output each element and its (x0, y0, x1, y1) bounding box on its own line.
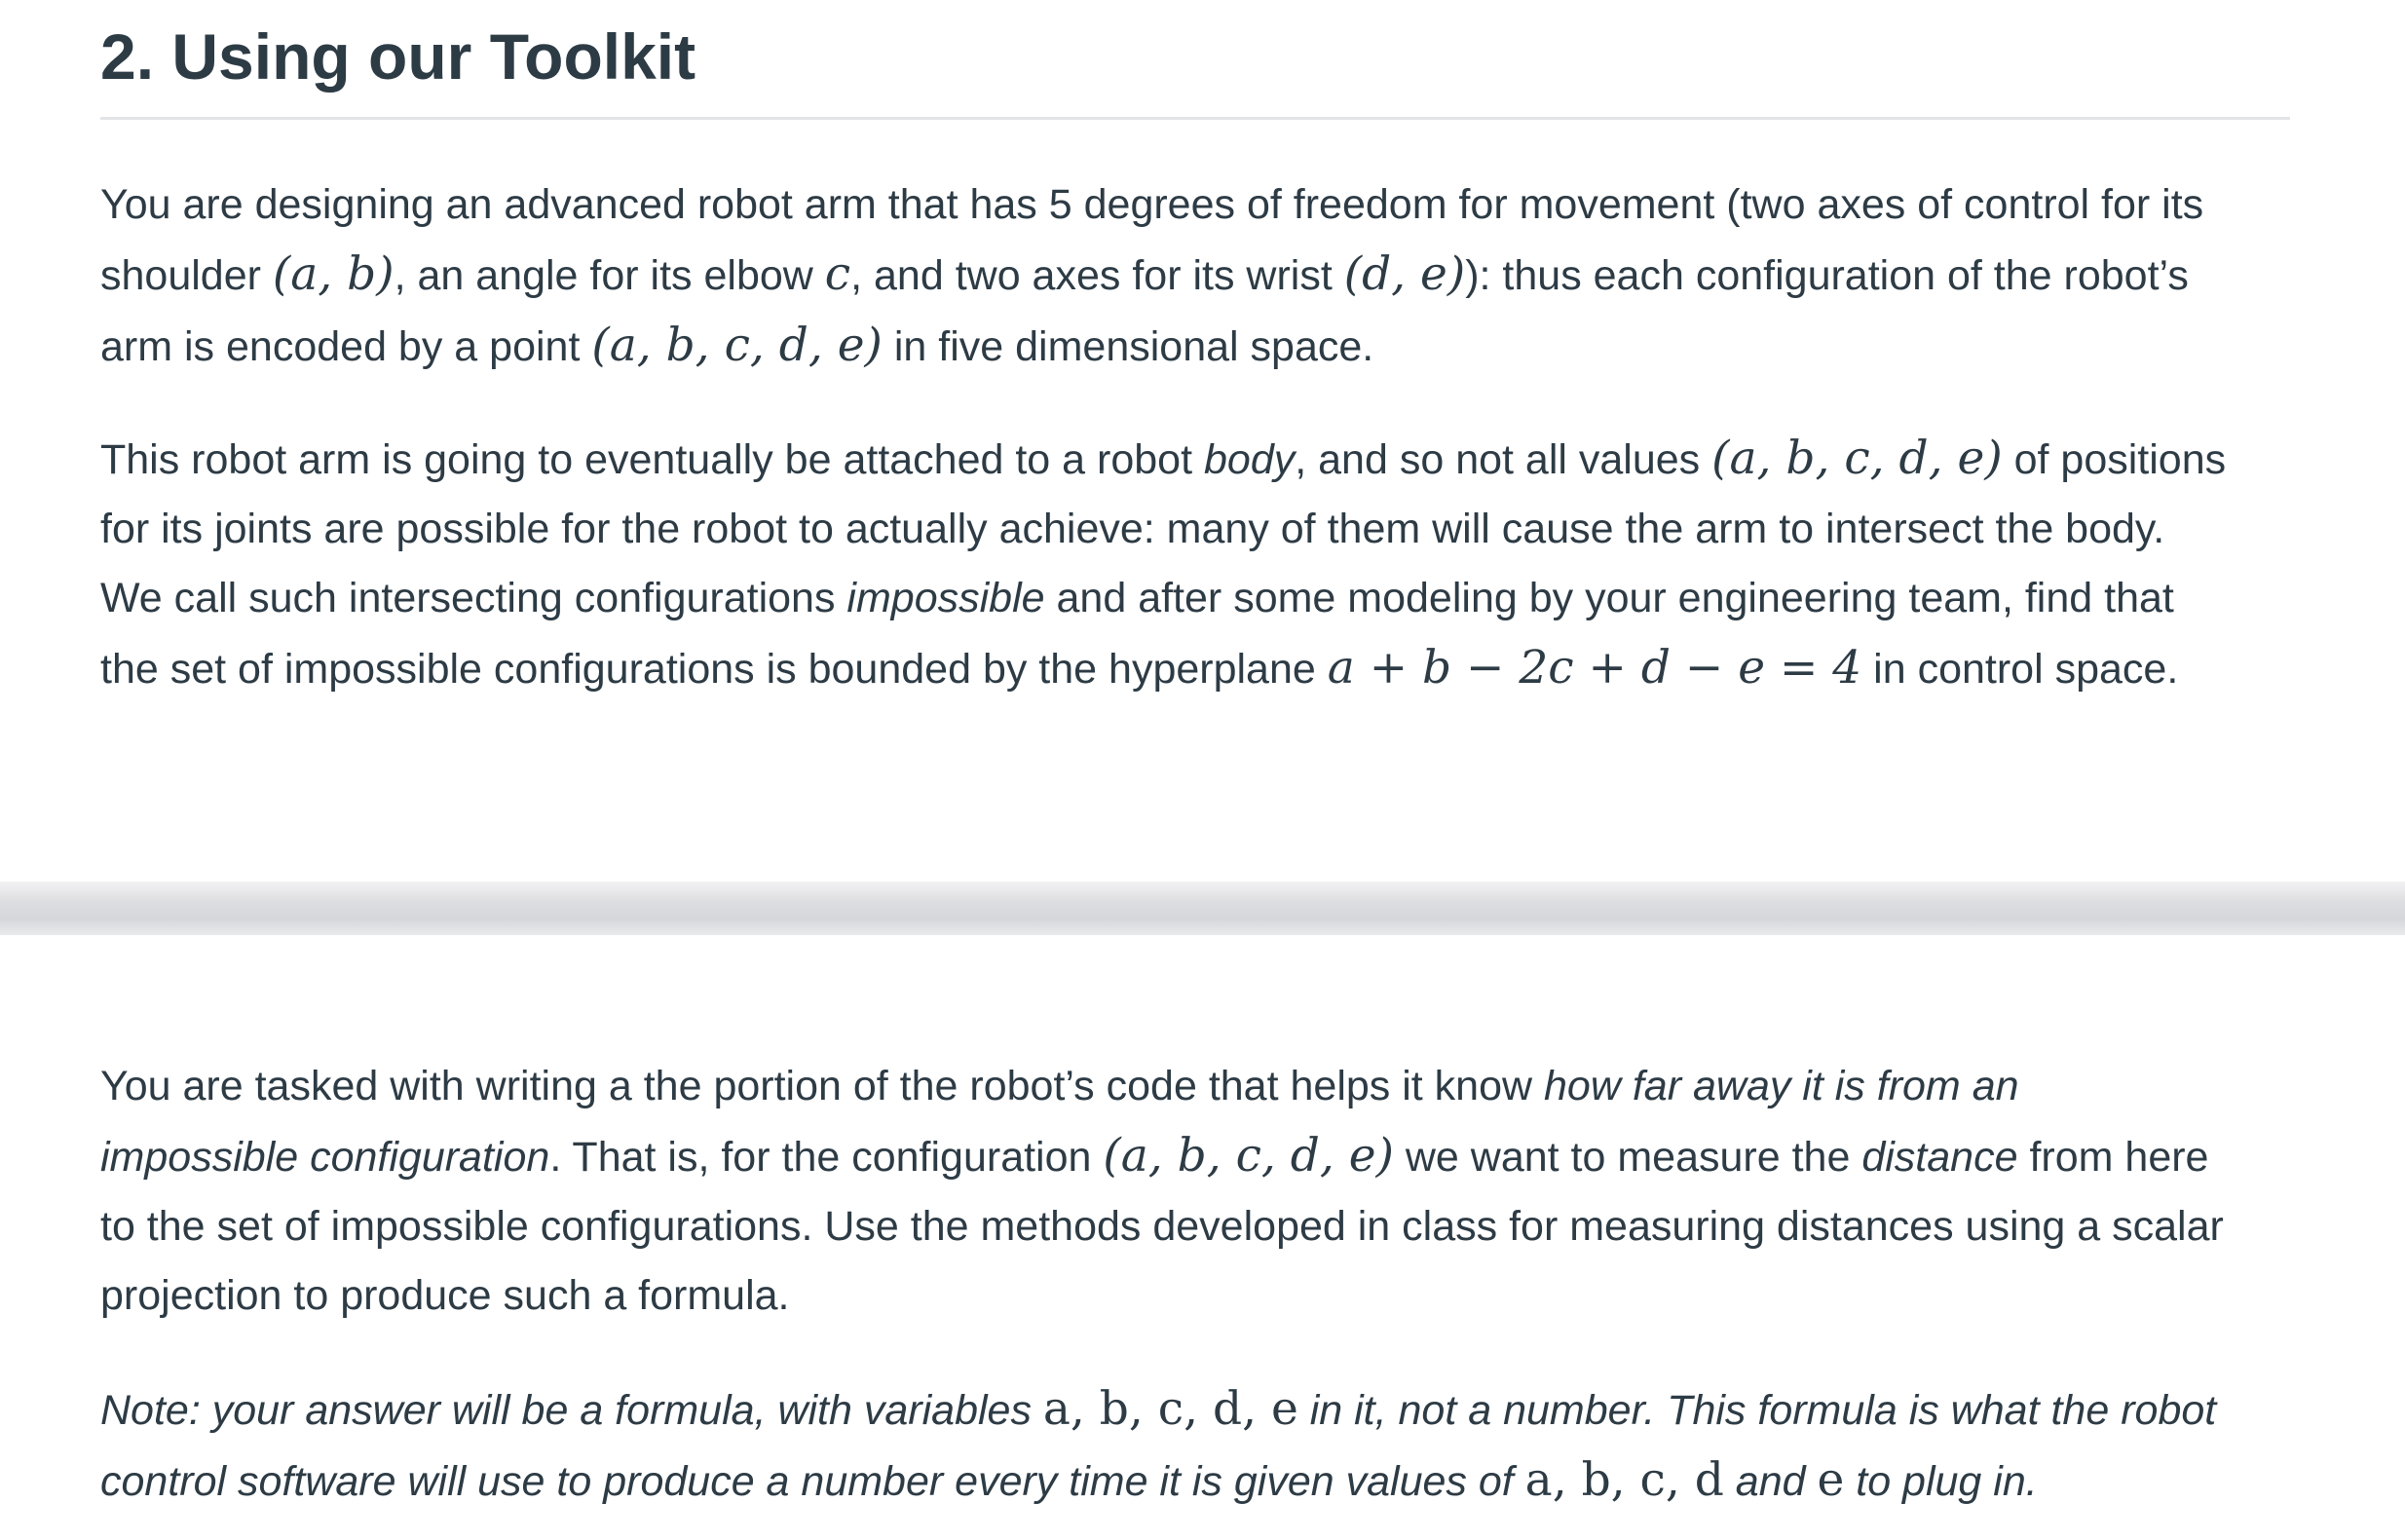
text-line: shoulder (a, b), an angle for its elbow c, and two axes for its wrist (d, e)): thus each configuration of the robot’s (100, 247, 2189, 301)
math-values: (a, b, c, d, e) (1711, 432, 2003, 485)
note-paragraph (100, 1374, 2331, 1517)
text-line: Note: your answer will be a formula, with variables a, b, c, d, e in it, not a number. This formula is what the robot (100, 1382, 2217, 1436)
emphasis-distance: distance (1861, 1134, 2018, 1181)
math-variables: a, b, c, d, e (1042, 1382, 1298, 1436)
paragraph-task (100, 1052, 2331, 1331)
emphasis-body: body (1204, 436, 1296, 483)
math-shoulder: (a, b) (272, 247, 395, 301)
text-line: This robot arm is going to eventually be attached to a robot body, and so not all values (a, b, c, d, e) of positions (100, 432, 2227, 485)
emphasis-how-far: how far away it is from an (1544, 1063, 2019, 1109)
math-point: (a, b, c, d, e) (591, 319, 883, 372)
text-line: projection to produce such a formula. (100, 1272, 790, 1319)
text-line: You are tasked with writing a the portion of the robot’s code that helps it know how far away it is from an (100, 1063, 2019, 1109)
text-line: the set of impossible configurations is bounded by the hyperplane a + b − 2c + d − e = 4 in control space. (100, 641, 2179, 695)
math-configuration: (a, b, c, d, e) (1103, 1129, 1394, 1183)
text-line: control software will use to produce a number every time it is given values of a, b, c, d and e to plug in. (100, 1453, 2038, 1507)
text-line: for its joints are possible for the robot to actually achieve: many of them will cause the arm to intersect the body. (100, 506, 2165, 552)
text-line: You are designing an advanced robot arm that has 5 degrees of freedom for movement (two axes of control for its (100, 181, 2204, 228)
math-variables-list: a, b, c, d (1524, 1453, 1724, 1507)
math-variable-e: e (1817, 1453, 1845, 1507)
paragraph-impossible-configs (100, 424, 2331, 704)
heading-divider (100, 117, 2290, 120)
math-elbow: c (824, 247, 851, 301)
text-line: impossible configuration. That is, for the configuration (a, b, c, d, e) we want to measure the distance from here (100, 1129, 2209, 1183)
emphasis-impossible-configuration: impossible configuration (100, 1134, 550, 1181)
emphasis-impossible: impossible (846, 575, 1045, 621)
paragraph-robot-arm (100, 170, 2331, 382)
text-line: to the set of impossible configurations. Use the methods developed in class for measuring distances using a scalar (100, 1203, 2224, 1250)
math-wrist: (d, e) (1343, 247, 1466, 301)
text-line: We call such intersecting configurations impossible and after some modeling by your engineering team, find that (100, 575, 2174, 621)
section-heading: 2. Using our Toolkit (100, 20, 696, 93)
section-separator (0, 882, 2405, 935)
math-hyperplane: a + b − 2c + d − e = 4 (1327, 641, 1862, 695)
text-line: arm is encoded by a point (a, b, c, d, e) in five dimensional space. (100, 319, 1374, 372)
